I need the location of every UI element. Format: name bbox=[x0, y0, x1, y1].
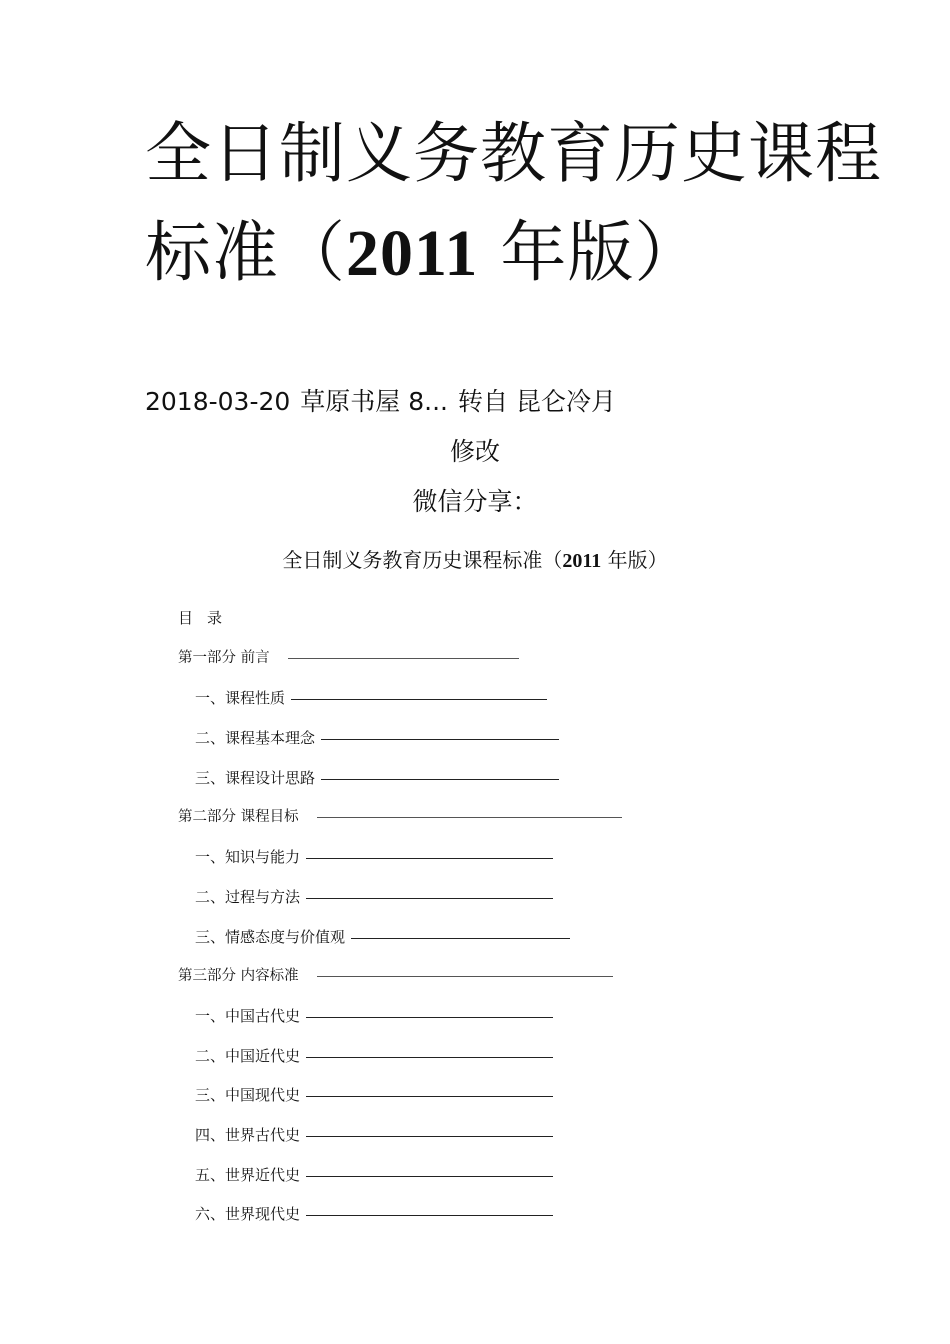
post-author-link[interactable]: 草原书屋 8... bbox=[300, 387, 448, 416]
subtitle-year: 2011 bbox=[562, 550, 602, 572]
toc-section-entry[interactable] bbox=[195, 1125, 553, 1145]
toc-entry-label: 第二部分 课程目标 bbox=[178, 809, 299, 825]
title-line-1: 全日制义务教育历史课程 bbox=[145, 115, 882, 192]
toc-entry-label: 一、知识与能力 bbox=[195, 848, 301, 866]
toc-section-entry[interactable] bbox=[195, 1204, 553, 1224]
toc-section-entry[interactable] bbox=[195, 1046, 553, 1066]
title-year: 2011 bbox=[346, 217, 479, 290]
repost-source-link[interactable]: 转自 昆仑冷月 bbox=[458, 387, 616, 416]
toc-section-entry[interactable] bbox=[195, 1165, 553, 1185]
toc-leader-line bbox=[306, 858, 553, 859]
toc-leader-line bbox=[306, 1215, 553, 1216]
toc-entry-label: 三、中国现代史 bbox=[195, 1086, 301, 1104]
toc-entry-label: 三、课程设计思路 bbox=[195, 769, 316, 787]
toc-leader-line bbox=[317, 976, 613, 977]
toc-part-entry[interactable] bbox=[178, 648, 519, 668]
post-date: 2018-03-20 bbox=[145, 387, 291, 416]
subtitle-suffix: 年版） bbox=[601, 548, 668, 572]
toc-leader-line bbox=[306, 1017, 553, 1018]
toc-section-entry[interactable] bbox=[195, 688, 547, 708]
wechat-share-button[interactable]: 微信分享： bbox=[412, 487, 538, 516]
edit-link[interactable]: 修改 bbox=[449, 437, 500, 466]
toc-leader-line bbox=[351, 938, 570, 939]
toc-section-entry[interactable] bbox=[195, 1006, 553, 1026]
toc-entry-label: 第一部分 前言 bbox=[178, 650, 270, 666]
toc-leader-line bbox=[317, 817, 622, 818]
toc-entry-label: 二、中国近代史 bbox=[195, 1047, 301, 1065]
toc-entry-label: 四、世界古代史 bbox=[195, 1126, 301, 1144]
toc-entry-label: 第三部分 内容标准 bbox=[178, 968, 299, 984]
toc-section-entry[interactable] bbox=[195, 768, 559, 788]
title-line-2 bbox=[145, 213, 701, 294]
toc-leader-line bbox=[306, 898, 553, 899]
toc-entry-label: 二、课程基本理念 bbox=[195, 729, 316, 747]
toc-part-entry[interactable] bbox=[178, 807, 622, 827]
toc-leader-line bbox=[291, 699, 547, 700]
toc-entry-label: 五、世界近代史 bbox=[195, 1166, 301, 1184]
toc-section-entry[interactable] bbox=[195, 887, 553, 907]
toc-heading: 目录 bbox=[178, 609, 237, 627]
toc-entry-label: 三、情感态度与价值观 bbox=[195, 928, 346, 946]
toc-entry-label: 一、中国古代史 bbox=[195, 1007, 301, 1025]
toc-leader-line bbox=[288, 658, 519, 659]
toc-section-entry[interactable] bbox=[195, 1085, 553, 1105]
post-meta bbox=[145, 386, 616, 418]
toc-entry-label: 一、课程性质 bbox=[195, 689, 286, 707]
toc-section-entry[interactable] bbox=[195, 927, 570, 947]
title-prefix: 标准（ bbox=[145, 214, 346, 291]
toc-entry-label: 二、过程与方法 bbox=[195, 888, 301, 906]
title-suffix: 年版） bbox=[478, 214, 702, 291]
toc-leader-line bbox=[306, 1096, 553, 1097]
document-subtitle bbox=[0, 545, 950, 576]
toc-leader-line bbox=[306, 1057, 553, 1058]
toc-leader-line bbox=[306, 1176, 553, 1177]
toc-leader-line bbox=[321, 739, 559, 740]
toc-leader-line bbox=[306, 1136, 553, 1137]
toc-part-entry[interactable] bbox=[178, 966, 613, 986]
subtitle-prefix: 全日制义务教育历史课程标准（ bbox=[282, 548, 563, 572]
toc-leader-line bbox=[321, 779, 559, 780]
toc-section-entry[interactable] bbox=[195, 847, 553, 867]
toc-section-entry[interactable] bbox=[195, 728, 559, 748]
toc-entry-label: 六、世界现代史 bbox=[195, 1205, 301, 1223]
